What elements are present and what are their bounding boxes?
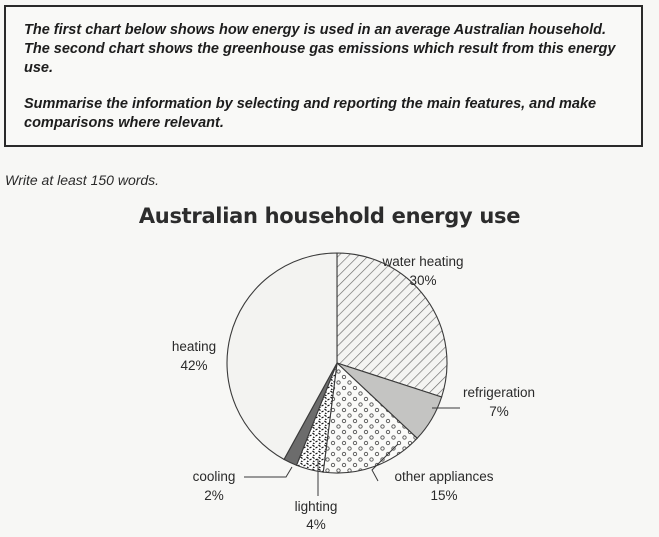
slice-label-heating: heating	[171, 339, 217, 354]
slice-value-other-appliances: 15%	[430, 488, 458, 503]
slice-label-refrigeration: refrigeration	[462, 385, 536, 400]
task-paragraph-2: Summarise the information by selecting and reporting the main features, and make comparisons where relevant.	[24, 96, 597, 131]
slice-value-cooling: 2%	[204, 488, 224, 503]
chart-title: Australian household energy use	[138, 204, 521, 228]
slice-value-heating: 42%	[180, 358, 208, 373]
slice-label-lighting: lighting	[294, 499, 338, 514]
slice-label-water-heating: water heating	[382, 254, 464, 269]
task-paragraph-1: The first chart below shows how energy is used in an average Australian household. The second chart shows the greenhouse gas emissions which result from this energy use.	[24, 22, 616, 76]
leader-line-cooling	[244, 467, 292, 477]
word-count-instruction: Write at least 150 words.	[5, 172, 160, 188]
slice-label-other-appliances: other appliances	[394, 469, 494, 484]
slice-value-lighting: 4%	[306, 517, 326, 532]
slice-value-refrigeration: 7%	[489, 404, 509, 419]
slice-value-water-heating: 30%	[409, 273, 437, 288]
slice-label-cooling: cooling	[192, 469, 236, 484]
